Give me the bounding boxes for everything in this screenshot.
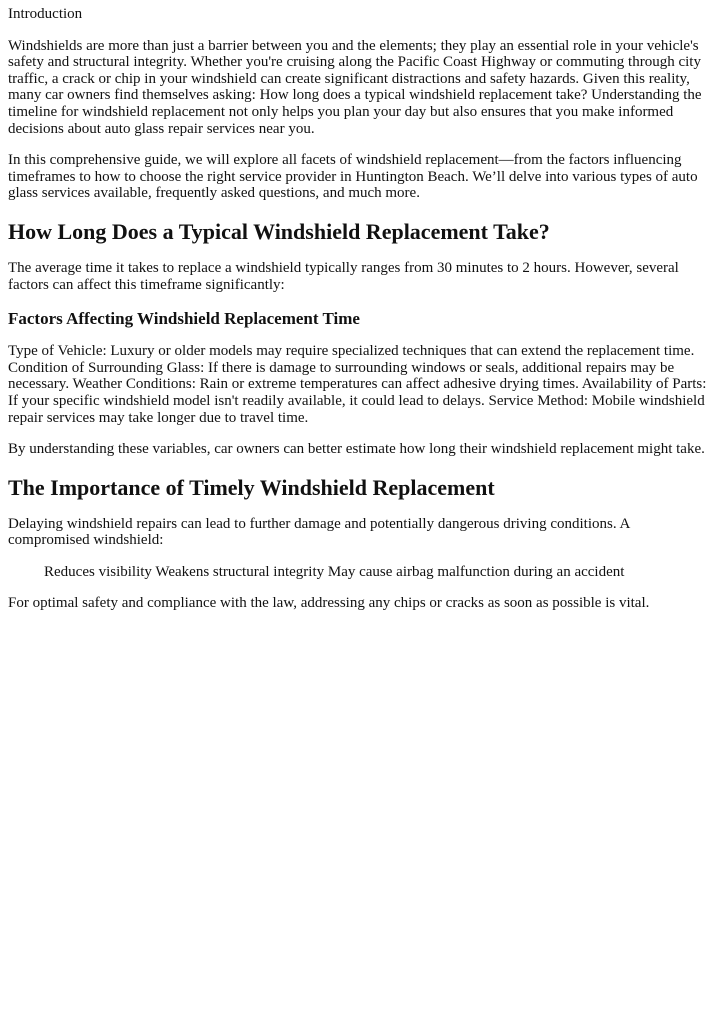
- factors-paragraph: Type of Vehicle: Luxury or older models may require specialized techniques that can extend the replacement time. Condition of Surrounding Glass: If there is damage to surrounding windows or seals, additional repairs may be necessary. Weather Conditions: Rain or extreme temperatures can affect adhesive drying times. Availability of Parts: If your specific windshield model isn't readily available, it could lead to delays. Service Method: Mobile windshield repair services may take longer due to travel time.: [8, 343, 707, 426]
- section-2-heading: The Importance of Timely Windshield Replacement: [8, 474, 495, 500]
- indented-list: Reduces visibility Weakens structural integrity May cause airbag malfunction during an accident: [44, 563, 625, 580]
- section-2-closing-paragraph: For optimal safety and compliance with the law, addressing any chips or cracks as soon as possible is vital.: [8, 595, 650, 612]
- section-2-paragraph: Delaying windshield repairs can lead to further damage and potentially dangerous driving conditions. A compromised windshield:: [8, 515, 630, 549]
- intro-label: Introduction: [8, 6, 83, 22]
- section-1-paragraph: The average time it takes to replace a windshield typically ranges from 30 minutes to 2 hours. However, several factors can affect this timeframe significantly:: [8, 259, 679, 293]
- intro-paragraph-2: In this comprehensive guide, we will explore all facets of windshield replacement—from the factors influencing timeframes to how to choose the right service provider in Huntington Beach. We’ll delve into various types of auto glass services available, frequently asked questions, and much more.: [8, 152, 698, 202]
- intro-paragraph-1: Windshields are more than just a barrier between you and the elements; they play an essential role in your vehicle's safety and structural integrity. Whether you're cruising along the Pacific Coast Highway or commuting through city traffic, a crack or chip in your windshield can create significant distractions and safety hazards. Given this reality, many car owners find themselves asking: How long does a typical windshield replacement take? Understanding the timeline for windshield replacement not only helps you plan your day but also ensures that you make informed decisions about auto glass repair services near you.: [8, 37, 702, 137]
- factors-subheading: Factors Affecting Windshield Replacement Time: [8, 309, 360, 329]
- section-1-heading: How Long Does a Typical Windshield Replacement Take?: [8, 218, 550, 244]
- section-1-closing-paragraph: By understanding these variables, car owners can better estimate how long their windshield replacement might take.: [8, 441, 705, 458]
